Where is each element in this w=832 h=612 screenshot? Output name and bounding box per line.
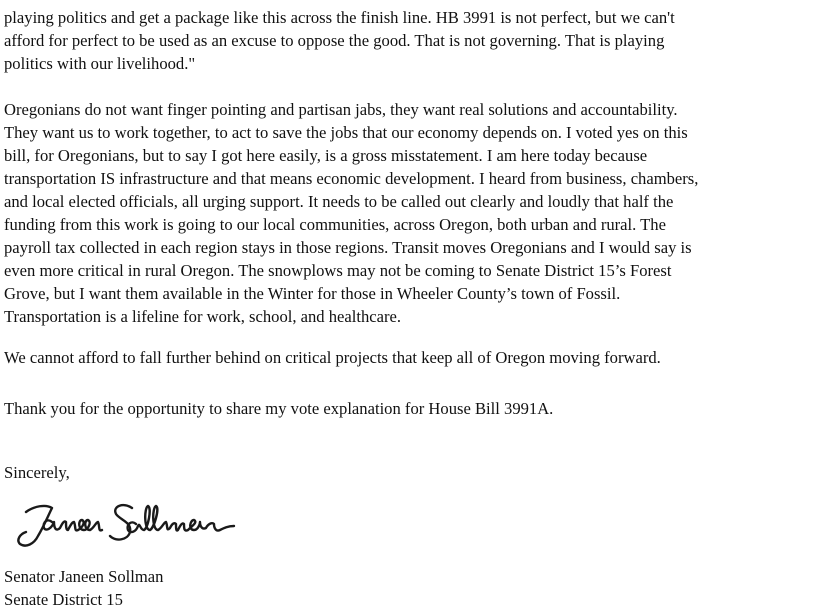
paragraph-line: bill, for Oregonians, but to say I got here easily, is a gross misstatement. I am here today because bbox=[4, 146, 648, 165]
paragraph-2 bbox=[4, 98, 698, 328]
paragraph-line: playing politics and get a package like this across the finish line. HB 3991 is not perfect, but we can't bbox=[4, 8, 675, 27]
handwritten-signature bbox=[12, 492, 244, 554]
paragraph-line: and local elected officials, all urging support. It needs to be called out clearly and loudly that half the bbox=[4, 192, 674, 211]
paragraph-line: They want us to work together, to act to save the jobs that our economy depends on. I voted yes on this bbox=[4, 123, 688, 142]
closing-salutation: Sincerely, bbox=[4, 463, 70, 482]
paragraph-3: We cannot afford to fall further behind on critical projects that keep all of Oregon moving forward. bbox=[4, 348, 661, 367]
paragraph-4: Thank you for the opportunity to share my vote explanation for House Bill 3991A. bbox=[4, 399, 554, 418]
paragraph-line: Grove, but I want them available in the Winter for those in Wheeler County’s town of Fossil. bbox=[4, 284, 621, 303]
paragraph-line: transportation IS infrastructure and that means economic development. I heard from business, chambers, bbox=[4, 169, 699, 188]
paragraph-line: afford for perfect to be used as an excuse to oppose the good. That is not governing. That is playing bbox=[4, 31, 665, 50]
paragraph-line: Transportation is a lifeline for work, school, and healthcare. bbox=[4, 307, 402, 326]
paragraph-line: politics with our livelihood." bbox=[4, 54, 196, 73]
paragraph-line: funding from this work is going to our local communities, across Oregon, both urban and rural. The bbox=[4, 215, 666, 234]
signer-name: Senator Janeen Sollman bbox=[4, 567, 164, 586]
paragraph-line: payroll tax collected in each region stays in those regions. Transit moves Oregonians and I would say is bbox=[4, 238, 692, 257]
paragraph-line: Oregonians do not want finger pointing and partisan jabs, they want real solutions and accountability. bbox=[4, 100, 678, 119]
signer-district: Senate District 15 bbox=[4, 590, 123, 609]
paragraph-1 bbox=[4, 6, 675, 75]
paragraph-line: even more critical in rural Oregon. The snowplows may not be coming to Senate District 15’s Forest bbox=[4, 261, 672, 280]
